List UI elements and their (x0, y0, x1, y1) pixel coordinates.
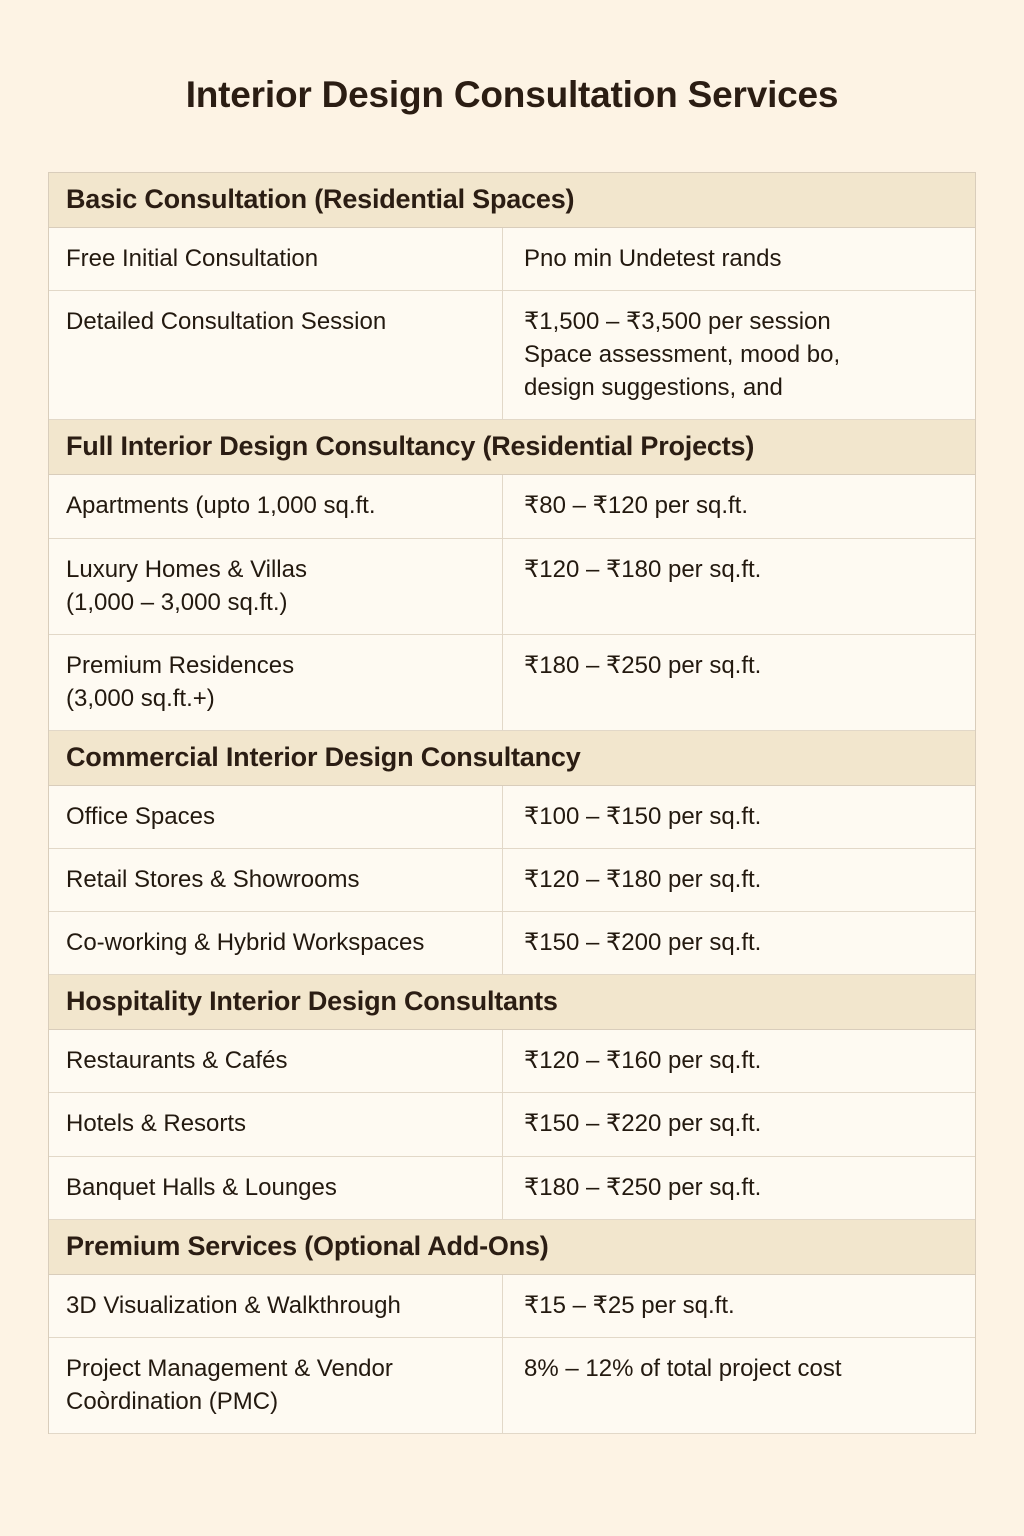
service-price-text: ₹120 – ₹160 per sq.ft. (524, 1047, 762, 1075)
service-label-text: Apartments (upto 1,000 sq.ft. (66, 492, 376, 520)
service-price-text: Pno min Undetest rands (524, 245, 782, 272)
service-label (49, 291, 503, 419)
service-price (503, 1275, 975, 1337)
service-label-text: 3D Visualization & Walkthrough (66, 1291, 401, 1319)
service-price-text: ₹150 – ₹200 per sq.ft. (524, 929, 762, 957)
service-price (503, 539, 975, 634)
table-row (49, 1093, 975, 1156)
table-row (49, 228, 975, 291)
service-label (49, 1338, 503, 1433)
service-price-text: ₹180 – ₹250 per sq.ft. (524, 1173, 762, 1201)
service-label-text: Office Spaces (66, 802, 215, 830)
table-row (49, 291, 975, 420)
service-label-text: Restaurants & Cafés (66, 1047, 288, 1075)
service-price-detail-line1: Space assessment, mood bo, (524, 341, 841, 369)
table-row (49, 1338, 975, 1434)
service-label-text: Free Initial Consultation (66, 245, 319, 272)
service-label (49, 849, 503, 911)
service-label-subtext: (3,000 sq.ft.+) (66, 684, 215, 712)
service-price (503, 1338, 975, 1433)
page-title: Interior Design Consultation Services (185, 74, 839, 115)
table-row (49, 849, 975, 912)
pricing-table (48, 172, 976, 1434)
service-price (503, 1157, 975, 1219)
service-price (503, 1093, 975, 1155)
service-label-subtext: Coòrdination (PMC) (66, 1387, 279, 1415)
service-label (49, 475, 503, 537)
service-label (49, 1093, 503, 1155)
service-label (49, 786, 503, 848)
section-header-basic-consultation: Basic Consultation (Residential Spaces) (49, 173, 975, 228)
service-price (503, 1030, 975, 1092)
table-row (49, 1275, 975, 1338)
table-row (49, 786, 975, 849)
service-label (49, 1275, 503, 1337)
service-price-text: ₹120 – ₹180 per sq.ft. (524, 866, 762, 894)
service-price-text: 8% – 12% of total project cost (524, 1354, 842, 1382)
service-price (503, 291, 975, 419)
table-row (49, 475, 975, 538)
section-header-premium-addons: Premium Services (Optional Add-Ons) (49, 1220, 975, 1275)
service-label (49, 912, 503, 974)
service-label-text: Luxury Homes & Villas (66, 555, 307, 583)
table-row (49, 1030, 975, 1093)
service-price-text: ₹80 – ₹120 per sq.ft. (524, 492, 749, 520)
section-header-full-residential: Full Interior Design Consultancy (Residential Projects) (49, 420, 975, 475)
service-label (49, 1030, 503, 1092)
service-price-detail-line2: design suggestions, and (524, 374, 783, 402)
service-price-text: ₹15 – ₹25 per sq.ft. (524, 1291, 735, 1319)
service-label (49, 539, 503, 634)
service-label-text: Co-working & Hybrid Workspaces (66, 929, 425, 957)
service-label (49, 635, 503, 730)
service-label-text: Retail Stores & Showrooms (66, 866, 360, 894)
service-price (503, 475, 975, 537)
section-header-commercial: Commercial Interior Design Consultancy (49, 731, 975, 786)
table-row (49, 1157, 975, 1220)
service-price (503, 912, 975, 974)
table-row (49, 912, 975, 975)
section-header-hospitality: Hospitality Interior Design Consultants (49, 975, 975, 1030)
service-price (503, 635, 975, 730)
service-price-text: ₹100 – ₹150 per sq.ft. (524, 802, 762, 830)
service-label (49, 228, 503, 290)
service-label-text: Banquet Halls & Lounges (66, 1173, 337, 1201)
service-label-text: Project Management & Vendor (66, 1354, 393, 1382)
table-row (49, 635, 975, 731)
service-price-text: ₹180 – ₹250 per sq.ft. (524, 651, 762, 679)
service-label-text: Hotels & Resorts (66, 1110, 247, 1138)
service-label-subtext: (1,000 – 3,000 sq.ft.) (66, 588, 288, 616)
service-price-text: ₹1,500 – ₹3,500 per session (524, 308, 831, 336)
service-label (49, 1157, 503, 1219)
service-label-text: Premium Residences (66, 651, 295, 679)
service-label-text: Detailed Consultation Session (66, 308, 387, 336)
service-price-text: ₹150 – ₹220 per sq.ft. (524, 1110, 762, 1138)
service-price (503, 228, 975, 290)
table-row (49, 539, 975, 635)
service-price (503, 849, 975, 911)
service-price (503, 786, 975, 848)
service-price-text: ₹120 – ₹180 per sq.ft. (524, 555, 762, 583)
